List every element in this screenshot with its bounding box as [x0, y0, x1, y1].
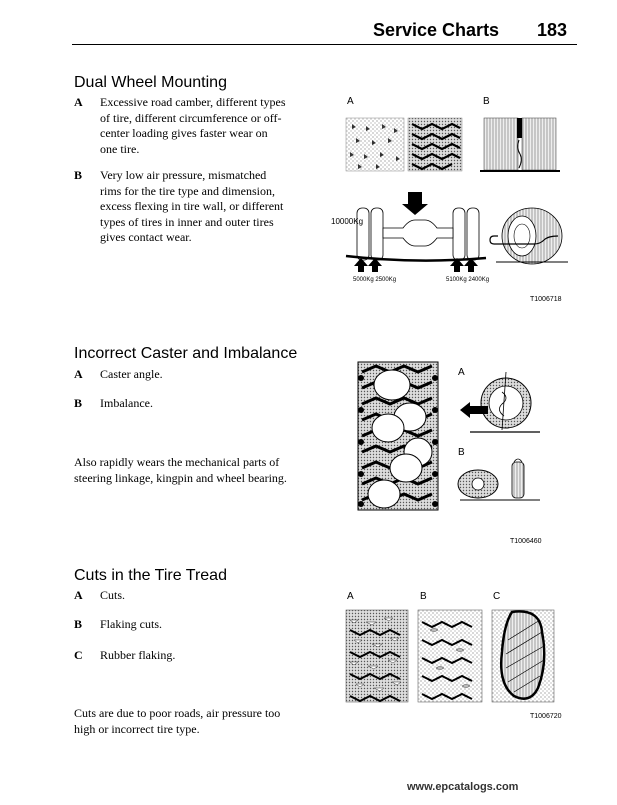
figure-label-a: A [347, 591, 354, 602]
figure-label-a: A [347, 96, 354, 107]
item-letter: A [74, 367, 83, 381]
item-letter: C [74, 648, 83, 662]
section-title-cuts: Cuts in the Tire Tread [74, 567, 227, 584]
item-letter: B [74, 396, 83, 410]
item-text: Imbalance. [100, 396, 153, 410]
item-text: Cuts. [100, 588, 126, 602]
item-text: Excessive road camber, different types of tire, different circumference or off- center loading gives faster wear on one tire. [100, 95, 286, 156]
figure-label-b: B [458, 447, 465, 458]
figure-code: T1006718 [530, 296, 562, 303]
item-letter: A [74, 95, 83, 109]
figure-label-c: C [493, 591, 501, 602]
figure-code: T1006720 [530, 713, 562, 720]
section-title-dual-wheel: Dual Wheel Mounting [74, 74, 227, 91]
item-text: Flaking cuts. [100, 617, 162, 631]
item-letter: B [74, 617, 83, 631]
figure-label-a: A [458, 367, 465, 378]
section-note: Also rapidly wears the mechanical parts of steering linkage, kingpin and wheel bearing. [74, 455, 287, 485]
figure-label-b: B [483, 96, 490, 107]
section-note: Cuts are due to poor roads, air pressure too high or incorrect tire type. [74, 706, 281, 736]
page-header-title: Service Charts [373, 20, 500, 40]
figure-label-b: B [420, 591, 427, 602]
item-text: Very low air pressure, mismatched rims for the tire type and dimension, excess flexing in tire wall, or different types of tires in inner and outer tires gives contact wear. [100, 168, 284, 244]
figure-load-label: 10000Kg [331, 217, 364, 226]
item-text: Caster angle. [100, 367, 163, 381]
figure-right-loads: 5100Kg 2400Kg [446, 277, 490, 283]
footer-url: www.epcatalogs.com [407, 781, 519, 793]
figure-code: T1006460 [510, 538, 542, 545]
figure-left-loads: 5000Kg 2500Kg [353, 277, 397, 283]
item-letter: A [74, 588, 83, 602]
item-text: Rubber flaking. [100, 648, 176, 662]
section-title-caster: Incorrect Caster and Imbalance [74, 345, 298, 362]
page-number: 183 [537, 20, 568, 40]
item-letter: B [74, 168, 83, 182]
